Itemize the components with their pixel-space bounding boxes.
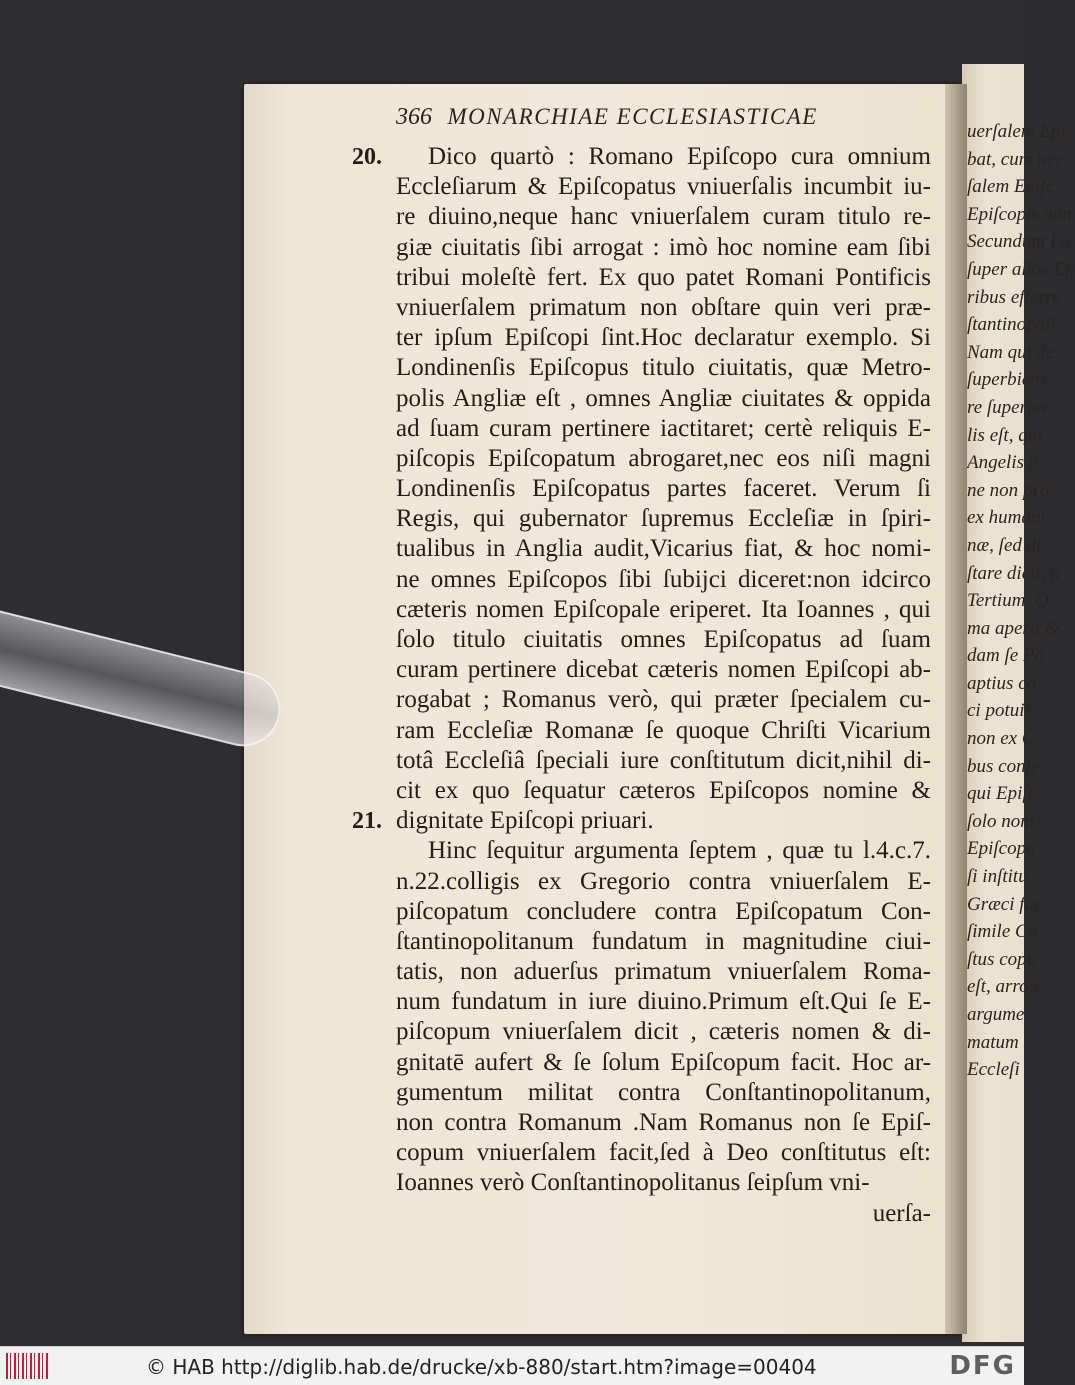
- text-line: tribui moleſtè fert. Ex quo patet Romani Pontificis: [396, 263, 931, 291]
- text-line: giæ ciuitatis ſibi arrogat : imò hoc nomine eam ſibi: [396, 233, 931, 261]
- page-number: 366: [396, 104, 432, 130]
- facing-page-line: ſimile Co: [967, 921, 1038, 943]
- facing-page: [962, 64, 1075, 1342]
- facing-page-line: Eccleſi: [967, 1059, 1020, 1081]
- text-line: tatis, non aduerſus primatum vniuerſalem Roma-: [396, 958, 931, 986]
- facing-page-line: ſuper alios Ep: [967, 258, 1075, 280]
- facing-page-line: bat, cum nec: [967, 148, 1064, 170]
- text-line: cit ex quo ſequatur cæteros Epiſcopos nomine &: [396, 776, 931, 804]
- facing-page-line: ci potuit: [967, 700, 1030, 722]
- copyright-link[interactable]: © HAB http://diglib.hab.de/drucke/xb-880/start.htm?image=00404: [146, 1355, 817, 1379]
- facing-page-line: uerſalem Epi: [967, 121, 1066, 142]
- text-line: ter ipſum Epiſcopi ſint.Hoc declaratur exemplo. Si: [396, 324, 931, 352]
- footer-bar: [0, 1346, 1024, 1385]
- text-line: totâ Eccleſiâ ſpeciali iure conſtitutum dicit,nihil di-: [396, 746, 931, 774]
- facing-page-line: matum: [967, 1031, 1019, 1053]
- text-line: cæteris nomen Epiſcopale eriperet. Ita Ioannes , qui: [396, 595, 931, 623]
- text-line: non contra Romanum .Nam Romanus non ſe Epiſ-: [396, 1109, 931, 1136]
- facing-page-line: ſuperbiens: [967, 369, 1048, 391]
- facing-page-line: bus confe: [967, 755, 1040, 777]
- section-number-21: 21.: [352, 808, 382, 834]
- facing-page-line: Nam qui de: [967, 341, 1055, 363]
- text-line: piſcopatum concludere contra Epiſcopatum Con-: [396, 897, 931, 925]
- text-line: vniuerſalem primatum non obſtare quin veri præ-: [396, 293, 931, 321]
- text-line: piſcopis Epiſcopatum abrogaret,nec eos niſi magni: [396, 444, 931, 472]
- facing-page-line: lis eſt, qui: [967, 424, 1043, 446]
- facing-page-line: ex humani: [967, 507, 1046, 529]
- text-line: re diuino,neque hanc vniuerſalem curam titulo re-: [396, 203, 931, 231]
- facing-page-line: ſtus copu: [967, 948, 1037, 970]
- text-line: dignitate Epiſcopi priuari.: [396, 807, 654, 835]
- text-line: ſtantinopolitanum fundatum in magnitudine ciui-: [396, 927, 931, 955]
- text-line: rogabat ; Romanus verò, qui præter ſpecialem cu-: [396, 686, 931, 714]
- text-line: gnitatē aufert & ſe ſolum Epiſcopum facit. Hoc ar-: [396, 1048, 931, 1076]
- dfg-logo: DFG: [949, 1351, 1016, 1381]
- facing-page-text: [962, 64, 1075, 1084]
- facing-page-line: ma aperit &: [967, 617, 1060, 639]
- text-line: ne omnes Epiſcopos ſibi ſubijci diceret:non idcirco: [396, 565, 931, 593]
- facing-page-line: dam ſe Pa: [967, 645, 1045, 667]
- text-line: n.22.colligis ex Gregorio contra vniuerſalem E-: [396, 867, 931, 895]
- facing-page-line: ſi inſtitu: [967, 866, 1028, 888]
- text-line: Dico quartò : Romano Epiſcopo cura omnium: [428, 143, 931, 170]
- facing-page-line: re ſuperior: [967, 396, 1050, 418]
- section-number-20: 20.: [352, 144, 382, 170]
- text-line: ſolo titulo ciuitatis omnes Epiſcopatus ad ſuam: [396, 626, 931, 653]
- facing-page-line: non ex C: [967, 728, 1035, 750]
- facing-page-line: ſtantinopoli: [967, 314, 1056, 336]
- text-line: gumentum militat contra Conſtantinopolitanum,: [396, 1078, 931, 1106]
- facing-page-line: qui Epiſc: [967, 783, 1037, 805]
- facing-page-line: ne non pra: [967, 479, 1050, 501]
- facing-page-line: ribus efferre: [967, 286, 1061, 308]
- running-head: MONARCHIAE ECCLESIASTICAE: [447, 104, 818, 129]
- text-line: Eccleſiarum & Epiſcopatus vniuerſalis incumbit iu-: [396, 173, 931, 201]
- facing-page-line: argume: [967, 1004, 1025, 1025]
- facing-page-line: ſtare dicit, n: [967, 562, 1060, 584]
- text-line: curam pertinere dicebat cæteris nomen Epiſcopi ab-: [396, 656, 931, 684]
- book-gutter: [945, 84, 967, 1334]
- facing-page-line: ſolo nom: [967, 810, 1035, 832]
- text-line: copum vniuerſalem facit,ſed à Deo conſtitutus eſt:: [396, 1139, 931, 1167]
- facing-page-line: næ, ſed di: [967, 534, 1042, 556]
- text-line: Londinenſis Epiſcopus titulo ciuitatis, quæ Metro-: [396, 354, 931, 382]
- text-line: Regis, qui gubernator ſupremus Eccleſiæ in ſpiri-: [396, 505, 931, 533]
- facing-page-line: Secundum Lu: [967, 231, 1070, 253]
- text-line: ad ſuam curam pertinere iactitaret; certè reliquis E-: [396, 414, 931, 442]
- facing-page-line: ſalem Epiſc: [967, 176, 1055, 198]
- text-line: ram Eccleſiæ Romanæ ſe quoque Chriſti Vicarium: [396, 716, 931, 744]
- text-line: Londinenſis Epiſcopatus partes faceret. Verum ſi: [396, 475, 931, 503]
- facing-page-line: Græci fac: [967, 893, 1043, 915]
- text-line: uerſa-: [872, 1199, 931, 1227]
- facing-page-line: aptius co: [967, 672, 1037, 694]
- text-line: Ioannes verò Conſtantinopolitanus ſeipſum vni-: [396, 1169, 870, 1197]
- facing-page-line: Angelis p: [967, 452, 1039, 474]
- text-line: tualibus in Anglia audit,Vicarius fiat, & hoc nomi-: [396, 535, 931, 563]
- facing-page-line: Tertium. Q: [967, 590, 1049, 612]
- page-text: [396, 142, 931, 1229]
- page-header: [396, 104, 936, 131]
- text-line: Hinc ſequitur argumenta ſeptem , quæ tu l.4.c.7.: [428, 837, 931, 865]
- facing-page-line: Epiſcopis non: [967, 203, 1073, 225]
- text-line: piſcopum vniuerſalem dicit , cæteris nomen & di-: [396, 1018, 931, 1046]
- barcode-icon: [6, 1353, 48, 1379]
- text-line: num fundatum in iure diuino.Primum eſt.Qui ſe E-: [396, 988, 931, 1016]
- text-line: polis Angliæ eſt , omnes Angliæ ciuitates & oppida: [396, 384, 931, 412]
- facing-page-line: eſt, arrog: [967, 976, 1039, 998]
- facing-page-line: Epiſcopa: [967, 838, 1036, 860]
